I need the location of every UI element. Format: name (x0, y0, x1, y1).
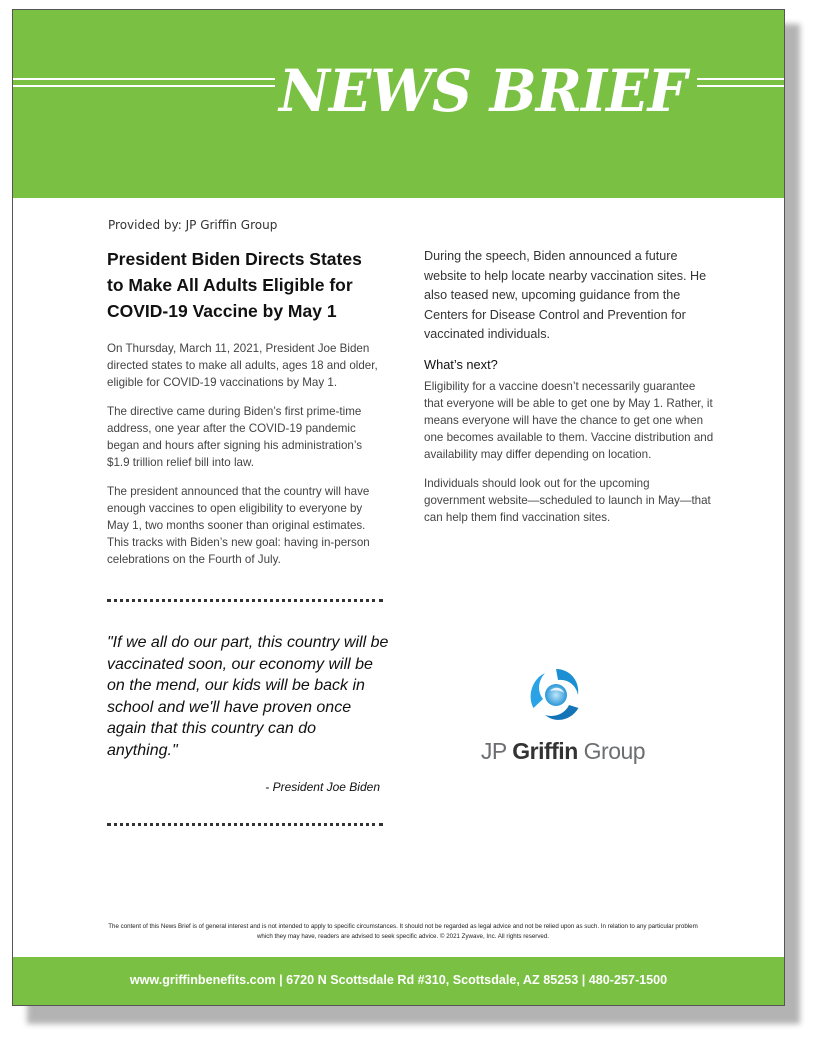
left-paragraph-3: The president announced that the country will have enough vaccines to open eligibility to everyone by May 1, two months sooner than original estimates. This tracks with Biden’s new goal: having in-person celebrations on the Fourth of July. (107, 485, 370, 566)
provided-by: Provided by: JP Griffin Group (108, 218, 278, 232)
logo-prefix: JP (480, 738, 513, 764)
document-page (12, 9, 785, 1006)
pull-quote: "If we all do our part, this country will be vaccinated soon, our economy will be on the mend, our kids will be back in school and we'll have proven once again that this country can do anything." (107, 634, 389, 759)
logo-bold: Griffin (512, 738, 578, 764)
right-intro-paragraph: During the speech, Biden announced a future website to help locate nearby vaccination sites. He also teased new, upcoming guidance from the Centers for Disease Control and Prevention for vaccinated individuals. (424, 249, 707, 341)
quote-attribution: - President Joe Biden (265, 780, 380, 794)
left-paragraph-1: On Thursday, March 11, 2021, President Joe Biden directed states to make all adults, ages 18 and older, eligible for COVID-19 vaccinations by May 1. (107, 342, 378, 389)
header-rule-right (697, 78, 784, 87)
header-rule-left (13, 78, 275, 87)
left-column (107, 246, 383, 580)
footer-contact: www.griffinbenefits.com | 6720 N Scottsdale Rd #310, Scottsdale, AZ 85253 | 480-257-1500 (129, 973, 668, 987)
dotted-divider-top (107, 599, 383, 602)
dotted-divider-bottom (107, 823, 383, 826)
logo-suffix: Group (577, 738, 646, 764)
right-paragraph-1: Eligibility for a vaccine doesn’t necessarily guarantee that everyone will be able to get one by May 1. Rather, it means everyone will have the chance to get one when one becomes available to them. Vaccine distribution and availability may differ depending on location. (424, 379, 714, 461)
footer-banner (13, 957, 784, 1005)
swirl-logo-icon (526, 665, 586, 725)
right-column (424, 247, 714, 538)
company-logo (468, 665, 658, 775)
header-banner (13, 10, 784, 198)
logo-wordmark (468, 738, 658, 765)
whats-next-heading: What’s next? (424, 356, 498, 372)
article-headline: President Biden Directs States to Make All Adults Eligible for COVID-19 Vaccine by May 1 (107, 249, 362, 321)
header-title: NEWS BRIEF (279, 57, 687, 125)
right-paragraph-2: Individuals should look out for the upcoming government website—scheduled to launch in May—that can help them find vaccination sites. (424, 476, 711, 524)
legal-disclaimer: The content of this News Brief is of general interest and is not intended to apply to specific circumstances. It should not be regarded as legal advice and not be relied upon as such. In relation to any particular problem which they may have, readers are advised to seek specific advice. © 2021 Zywave, Inc. All rights reserved. (108, 923, 698, 940)
left-paragraph-2: The directive came during Biden’s first prime-time address, one year after the COVID-19 pandemic began and hours after signing his administration’s $1.9 trillion relief bill into law. (107, 405, 363, 469)
